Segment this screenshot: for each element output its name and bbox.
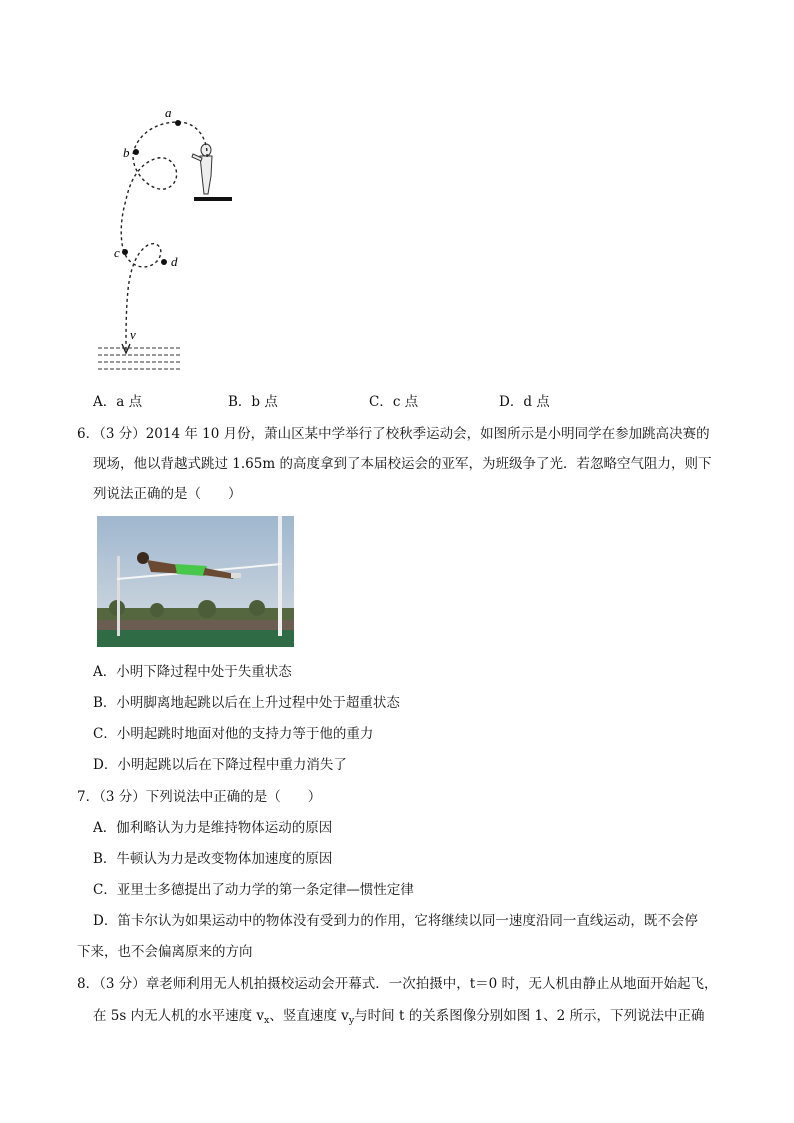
q5-option-b: B．b 点 [228,394,278,410]
q6-option-b: B．小明脚离地起跳以后在上升过程中处于超重状态 [93,695,400,711]
q6-stem-line2: 现场，他以背越式跳过 1.65m 的高度拿到了本届校运会的亚军，为班级争了光．若忽略空气阻力，则下 [93,456,712,472]
q7-option-c: C．亚里士多德提出了动力学的第一条定律—惯性定律 [93,882,414,898]
point-c [122,249,128,255]
water-surface [98,348,180,369]
diving-trajectory-figure [90,100,240,385]
q6-option-c: C．小明起跳时地面对他的支持力等于他的重力 [93,726,374,742]
q8-stem-line1: 8．（3 分）章老师利用无人机拍摄校运动会开幕式．一次拍摄中，t＝0 时，无人机由静止从地面开始起飞， [77,976,718,992]
q7-option-b: B．牛顿认为力是改变物体加速度的原因 [93,851,333,867]
q8-subscript-x: x [264,1015,270,1026]
q7-stem: 7．（3 分）下列说法中正确的是（ ） [77,789,322,805]
point-d [161,259,167,265]
q6-stem-line3: 列说法正确的是（ ） [93,486,242,502]
q8-line2-part1: 在 5s 内无人机的水平速度 v [93,1008,265,1024]
high-jump-photo [97,516,294,647]
q8-stem-line2 [93,1006,704,1031]
point-a [175,120,181,126]
point-b [133,149,139,155]
q5-option-d: D．d 点 [499,394,550,410]
label-c: c [114,245,120,260]
label-v: v [130,327,136,342]
label-b: b [123,145,130,160]
diving-platform [194,197,232,201]
label-a: a [165,105,172,120]
label-d: d [171,254,178,269]
q6-option-a: A．小明下降过程中处于失重状态 [93,664,292,680]
q5-option-c: C．c 点 [369,394,419,410]
q6-stem-line1: 6．（3 分）2014 年 10 月份，萧山区某中学举行了校秋季运动会，如图所示是小明同学在参加跳高决赛的 [77,426,710,442]
q8-subscript-y: y [348,1015,355,1026]
q5-option-a: A．a 点 [93,394,143,410]
q7-option-d: D．笛卡尔认为如果运动中的物体没有受到力的作用，它将继续以同一速度沿同一直线运动，既不会停 [93,913,698,929]
q7-option-d-continued: 下来，也不会偏离原来的方向 [77,944,253,960]
diver-icon [192,144,212,194]
q8-line2-part2: 、竖直速度 v [269,1008,349,1024]
q8-line2-part3: 与时间 t 的关系图像分别如图 1、2 所示，下列说法中正确 [354,1008,705,1024]
q7-option-a: A．伽利略认为力是维持物体运动的原因 [93,820,333,836]
q6-option-d: D．小明起跳以后在下降过程中重力消失了 [93,757,347,773]
